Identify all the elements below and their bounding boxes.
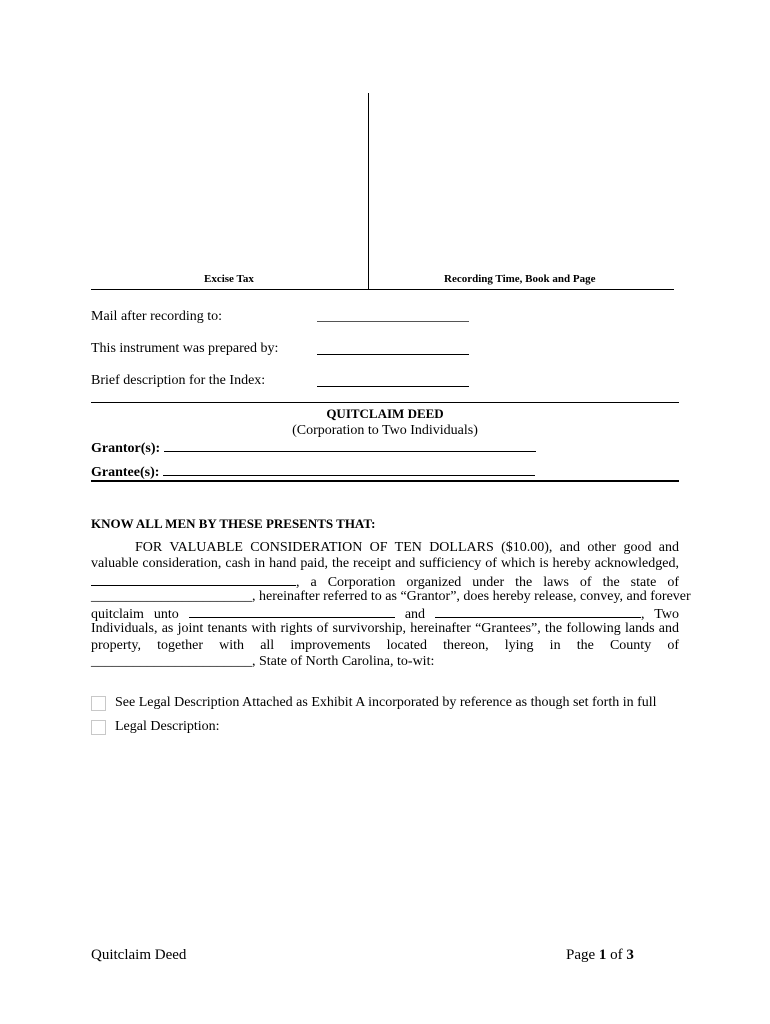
grantee-field[interactable]	[163, 463, 535, 476]
grantor-row	[91, 439, 536, 457]
prepared-by-label: This instrument was prepared by:	[91, 341, 279, 356]
para-line-2: valuable consideration, cash in hand paid, the receipt and sufficiency of which is hereby acknowledged,	[91, 556, 679, 572]
conveyance-paragraph	[91, 540, 691, 670]
legal-description-checkbox[interactable]	[91, 720, 106, 735]
para-line-6: Individuals, as joint tenants with rights of survivorship, hereinafter “Grantees”, the following lands and	[91, 621, 679, 637]
para-line-7: property, together with all improvements located thereon, lying in the County of	[91, 637, 679, 653]
exhibit-a-checkbox[interactable]	[91, 696, 106, 711]
header-divider	[368, 93, 369, 290]
document-title: QUITCLAIM DEED	[326, 406, 444, 421]
index-description-field[interactable]	[317, 386, 469, 387]
para-line-4: _______________________, hereinafter referred to as “Grantor”, does hereby release, convey, and forever	[91, 588, 691, 604]
grantee-row	[91, 463, 535, 481]
know-all-men-heading: KNOW ALL MEN BY THESE PRESENTS THAT:	[91, 516, 376, 531]
footer-document-name: Quitclaim Deed	[91, 947, 187, 963]
grantor-field[interactable]	[164, 439, 536, 452]
index-description-label: Brief description for the Index:	[91, 373, 266, 388]
document-subtitle: (Corporation to Two Individuals)	[292, 423, 478, 438]
exhibit-a-label: See Legal Description Attached as Exhibit A incorporated by reference as though set forth in full	[115, 695, 657, 710]
para-line-3: , a Corporation organized under the laws of the state of	[91, 573, 679, 589]
footer-page-number: Page 1 of 3	[566, 947, 634, 963]
grantee-two-field[interactable]	[435, 605, 641, 618]
para-line-5: quitclaim unto and , Two	[91, 607, 679, 623]
prepared-by-field[interactable]	[317, 354, 469, 355]
mail-after-recording-label: Mail after recording to:	[91, 309, 223, 324]
grantee-label: Grantee(s):	[91, 465, 160, 480]
section-rule-top	[91, 402, 679, 403]
recording-label: Recording Time, Book and Page	[444, 273, 596, 285]
header-bottom-line	[91, 289, 674, 290]
mail-after-recording-field[interactable]	[317, 321, 469, 322]
legal-description-label: Legal Description:	[115, 719, 220, 734]
option-exhibit-a[interactable]	[91, 695, 657, 711]
para-line-8: _______________________, State of North Carolina, to-wit:	[91, 654, 435, 670]
excise-tax-label: Excise Tax	[204, 273, 254, 285]
grantor-label: Grantor(s):	[91, 441, 161, 456]
grantee-one-field[interactable]	[189, 605, 395, 618]
grantor-corporation-field[interactable]	[91, 573, 296, 586]
para-line-1: FOR VALUABLE CONSIDERATION OF TEN DOLLARS ($10.00), and other good and	[135, 540, 679, 555]
option-legal-description[interactable]	[91, 719, 220, 735]
section-rule-bottom	[91, 480, 679, 482]
